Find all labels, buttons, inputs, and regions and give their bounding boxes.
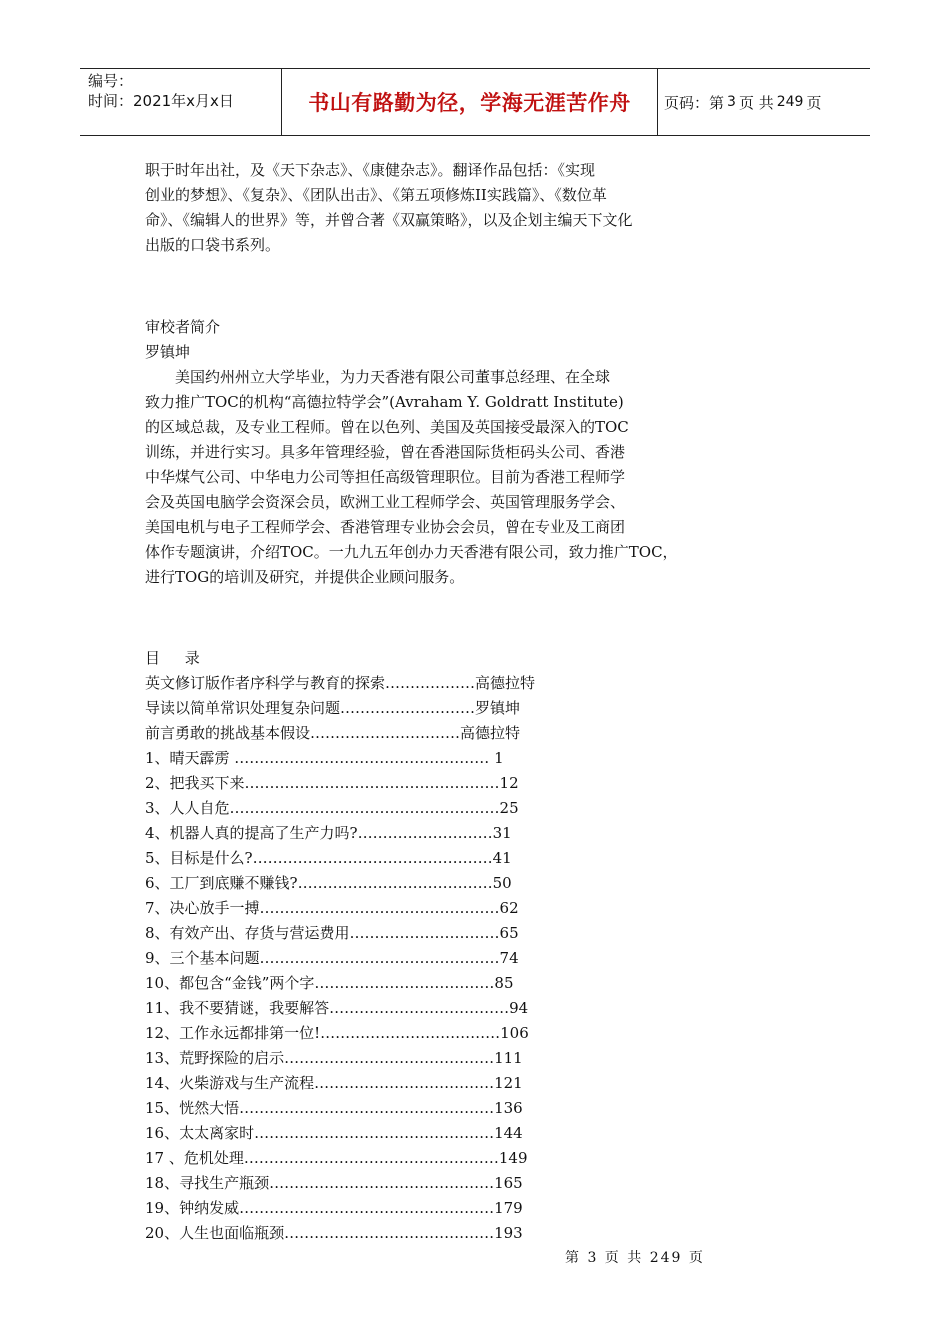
toc-entry: 4、机器人真的提高了生产力吗?………………………31 — [145, 824, 512, 842]
paragraph-line: 美国约州州立大学毕业，为力天香港有限公司董事总经理、在全球 — [175, 368, 611, 386]
table-of-contents — [145, 646, 765, 1246]
reviewer-section — [145, 315, 765, 590]
toc-entry: 2、把我买下来……………………………………………12 — [145, 774, 519, 792]
paragraph-line: 创业的梦想》、《复杂》、《团队出击》、《第五项修炼II实践篇》、《数位革 — [145, 186, 607, 204]
paragraph-line: 的区域总裁，及专业工程师。曾在以色列、美国及英国接受最深入的TOC — [145, 418, 629, 436]
page-prefix: 页码：第 — [664, 93, 725, 112]
page-suffix: 页 — [806, 93, 822, 112]
document-date: 时间：2021年x月x日 — [88, 92, 234, 110]
toc-entry: 12、工作永远都排第一位!………………………………106 — [145, 1024, 529, 1042]
toc-entry: 17 、危机处理……………………………………………149 — [145, 1149, 528, 1167]
reviewer-name: 罗镇坤 — [145, 343, 191, 361]
toc-entry: 18、寻找生产瓶颈………………………………………165 — [145, 1174, 523, 1192]
toc-title: 目 录 — [145, 649, 210, 667]
paragraph-line: 职于时年出社，及《天下杂志》、《康健杂志》。翻译作品包括：《实现 — [145, 161, 596, 179]
toc-entry: 15、恍然大悟……………………………………………136 — [145, 1099, 523, 1117]
header-motto: 书山有路勤为径，学海无涯苦作舟 — [282, 69, 658, 135]
toc-entry: 11、我不要猜谜，我要解答………………………………94 — [145, 999, 529, 1017]
toc-entry: 10、都包含“金钱”两个字………………………………85 — [145, 974, 514, 992]
toc-entry: 7、决心放手一搏…………………………………………62 — [145, 899, 519, 917]
document-id-label: 编号： — [88, 72, 134, 90]
paragraph-line: 致力推广TOC的机构“高德拉特学会”(Avraham Y. Goldratt Institute) — [145, 393, 624, 411]
paragraph-line: 中华煤气公司、中华电力公司等担任高级管理职位。目前为香港工程师学 — [145, 468, 626, 486]
section-heading: 审校者简介 — [145, 318, 221, 336]
paragraph-line: 训练，并进行实习。具多年管理经验，曾在香港国际货柜码头公司、香港 — [145, 443, 626, 461]
toc-entry: 13、荒野探险的启示……………………………………111 — [145, 1049, 523, 1067]
paragraph-line: 体作专题演讲，介绍TOC。一九九五年创办力天香港有限公司，致力推广TOC， — [145, 543, 678, 561]
paragraph-line: 出版的口袋书系列。 — [145, 236, 281, 254]
paragraph-line: 美国电机与电子工程师学会、香港管理专业协会会员，曾在专业及工商团 — [145, 518, 626, 536]
page-footer: 第 3 页 共 249 页 — [565, 1250, 705, 1266]
toc-entry: 8、有效产出、存货与营运费用…………………………65 — [145, 924, 519, 942]
toc-entry: 5、目标是什么?…………………………………………41 — [145, 849, 512, 867]
paragraph-line: 命》、《编辑人的世界》等，并曾合著《双赢策略》，以及企划主编天下文化 — [145, 211, 633, 229]
paragraph-line: 会及英国电脑学会资深会员，欧洲工业工程师学会、英国管理服务学会、 — [145, 493, 626, 511]
toc-entry: 20、人生也面临瓶颈……………………………………193 — [145, 1224, 523, 1242]
toc-entry: 导读以简单常识处理复杂问题………………………罗镇坤 — [145, 699, 521, 717]
toc-entry: 19、钟纳发威……………………………………………179 — [145, 1199, 523, 1217]
toc-entry: 英文修订版作者序科学与教育的探索………………高德拉特 — [145, 674, 536, 692]
page-current: 3 — [727, 94, 736, 110]
toc-entry: 3、人人自危………………………………………………25 — [145, 799, 519, 817]
toc-entry: 16、太太离家时…………………………………………144 — [145, 1124, 523, 1142]
toc-entry: 前言勇敢的挑战基本假设…………………………高德拉特 — [145, 724, 521, 742]
page-total: 249 — [776, 94, 804, 110]
toc-entry: 1、晴天霹雳 …………………………………………… 1 — [145, 749, 504, 767]
page-mid: 页 共 — [738, 93, 774, 112]
toc-entry: 14、火柴游戏与生产流程………………………………121 — [145, 1074, 523, 1092]
page-header — [80, 68, 870, 136]
page-content — [145, 158, 765, 1246]
header-meta — [80, 69, 282, 135]
toc-entry: 6、工厂到底赚不赚钱?…………………………………50 — [145, 874, 512, 892]
header-page-info — [658, 69, 870, 135]
translator-bio — [145, 158, 765, 258]
toc-entry: 9、三个基本问题…………………………………………74 — [145, 949, 519, 967]
paragraph-line: 进行TOG的培训及研究，并提供企业顾问服务。 — [145, 568, 465, 586]
